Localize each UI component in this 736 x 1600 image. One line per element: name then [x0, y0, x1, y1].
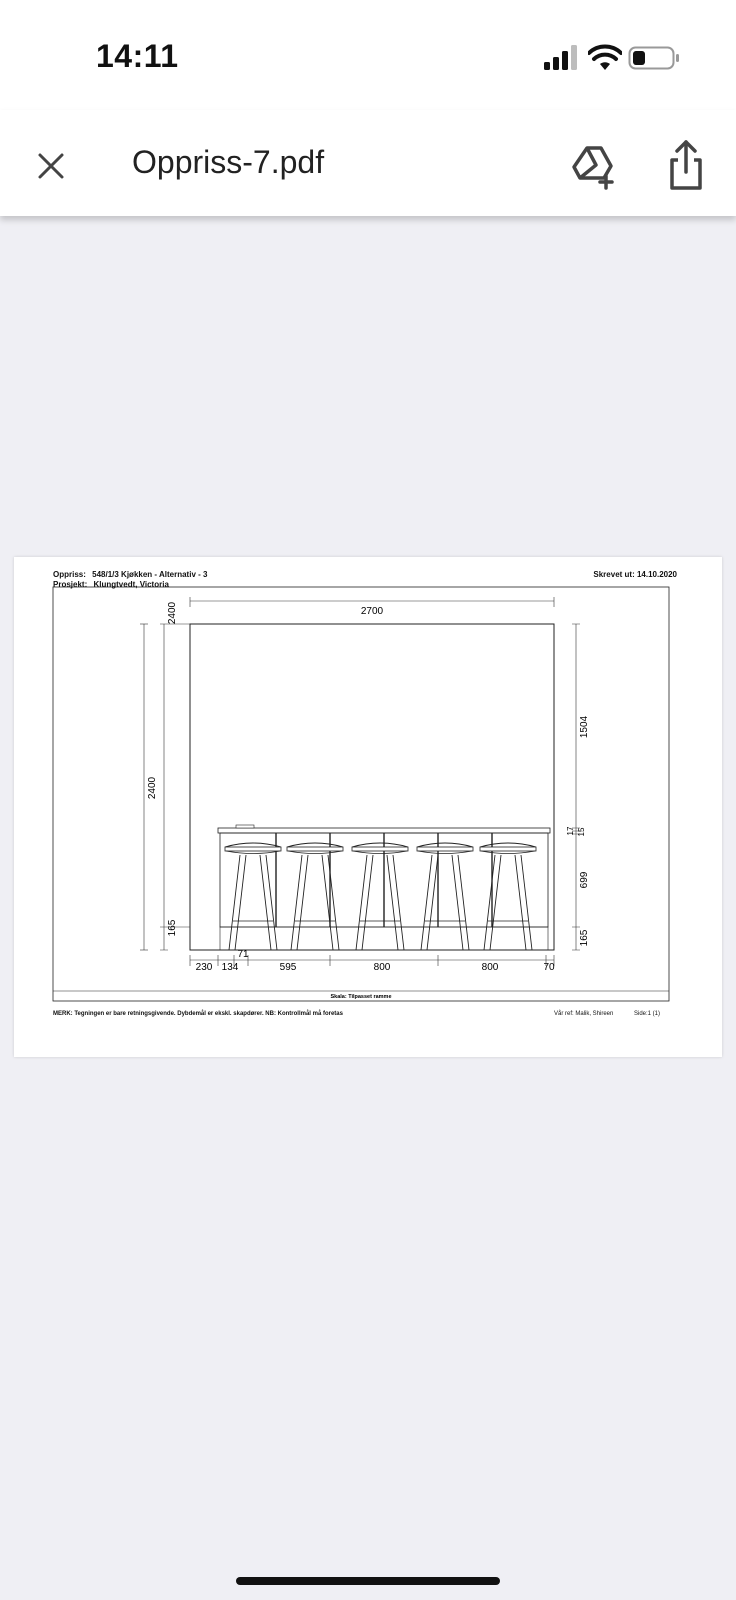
prosjekt-value: Klungtvedt, Victoria [93, 580, 169, 589]
add-to-drive-icon [570, 140, 622, 192]
wifi-icon [588, 44, 622, 72]
dim-right-small-a: 17 [566, 826, 575, 836]
dim-right-bottom: 165 [579, 929, 590, 947]
counter-fixture [236, 825, 254, 828]
dim-right-top: 1504 [579, 715, 590, 739]
document-title: Oppriss-7.pdf [132, 144, 325, 180]
dim-bottom: 595 [279, 962, 297, 973]
app-bar [0, 110, 736, 216]
cellular-signal-icon [544, 44, 580, 72]
bar-stool [417, 843, 473, 950]
elevation-drawing [14, 557, 722, 1057]
bar-stool [287, 843, 343, 950]
dim-bottom-71: 71 [237, 949, 249, 960]
wall-panel [190, 624, 554, 950]
dim-left-top: 2400 [167, 601, 178, 625]
close-button[interactable] [28, 143, 74, 189]
dim-bottom: 134 [221, 962, 239, 973]
plinth [220, 927, 548, 950]
dim-bottom: 70 [543, 962, 555, 973]
bar-stool [480, 843, 536, 950]
bar-stool [225, 843, 281, 950]
add-to-drive-button[interactable] [570, 140, 622, 192]
counter-top [218, 828, 550, 833]
dim-bottom: 800 [481, 962, 499, 973]
dim-right-small-b: 15 [577, 827, 586, 837]
oppriss-value: 548/1/3 Kjøkken - Alternativ - 3 [92, 570, 208, 579]
share-icon [660, 138, 712, 194]
bar-stool [352, 843, 408, 950]
dim-left-bottom: 165 [167, 919, 178, 937]
written-out-date: Skrevet ut: 14.10.2020 [593, 570, 677, 579]
dim-width-top: 2700 [360, 606, 384, 617]
status-time: 14:11 [96, 38, 179, 74]
dim-right-mid: 699 [579, 871, 590, 889]
prosjekt-label: Prosjekt: [53, 580, 88, 589]
share-button[interactable] [660, 138, 712, 194]
oppriss-label: Oppriss: [53, 570, 86, 579]
dim-left-outer: 2400 [147, 776, 158, 800]
drawing-frame [53, 587, 669, 1001]
battery-icon [628, 44, 680, 72]
page-side: Side:1 (1) [634, 1011, 661, 1017]
dim-bottom: 230 [195, 962, 213, 973]
pdf-page[interactable] [14, 557, 722, 1057]
drawing-note: MERK: Tegningen er bare retningsgivende. Dybdemål er ekskl. skapdører. NB: Kontrollmål må foretas [53, 1011, 343, 1017]
dim-bottom: 800 [373, 962, 391, 973]
close-icon [37, 152, 65, 180]
reference: Vår ref: Malik, Shireen [554, 1011, 614, 1017]
home-indicator[interactable] [236, 1577, 500, 1585]
status-bar [0, 0, 736, 110]
scale-text: Skala: Tilpasset ramme [330, 994, 392, 1000]
